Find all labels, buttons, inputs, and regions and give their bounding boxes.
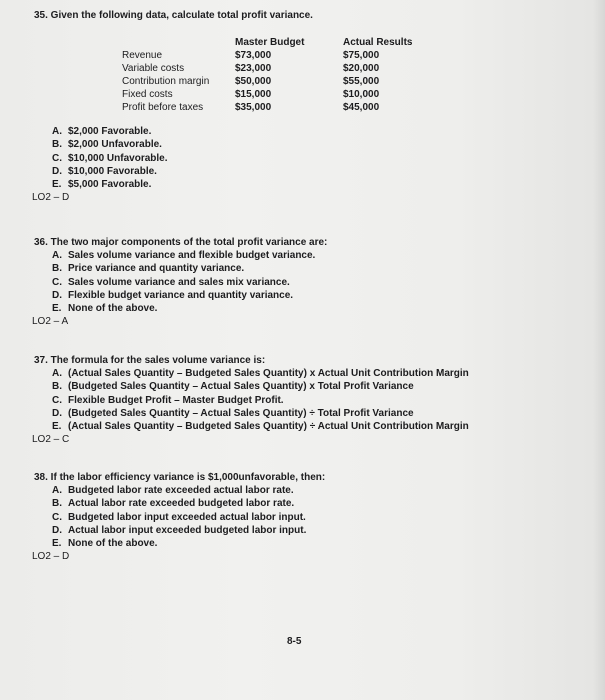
budget-table	[122, 36, 433, 114]
table-header-blank	[122, 36, 235, 49]
option-text: (Budgeted Sales Quantity – Actual Sales Quantity) ÷ Total Profit Variance	[68, 407, 414, 419]
table-row	[122, 88, 433, 101]
option-38-c	[52, 511, 325, 524]
learning-objective-36: LO2 – A	[32, 316, 69, 328]
question-37	[34, 355, 469, 447]
option-35-a	[52, 125, 168, 138]
option-text: Sales volume variance and flexible budget variance.	[68, 250, 316, 261]
page-number: 8-5	[287, 636, 302, 647]
option-letter: B.	[52, 498, 62, 510]
option-letter: A.	[52, 250, 62, 261]
option-letter: B.	[52, 381, 62, 393]
option-38-b	[52, 497, 325, 510]
option-text: (Budgeted Sales Quantity – Actual Sales Quantity) x Total Profit Variance	[68, 381, 414, 393]
option-text: Price variance and quantity variance.	[68, 263, 245, 275]
row-master-contribution-margin: $50,000	[235, 76, 272, 87]
option-text: $10,000 Unfavorable.	[68, 152, 168, 164]
row-label-variable-costs: Variable costs	[122, 63, 185, 74]
option-37-a	[52, 367, 469, 380]
table-row	[122, 101, 433, 114]
option-text: Actual labor input exceeded budgeted labor input.	[68, 524, 307, 536]
question-37-stem: 37. The formula for the sales volume variance is:	[34, 355, 266, 366]
question-36-stem: 36. The two major components of the total profit variance are:	[34, 237, 328, 248]
option-37-b	[52, 380, 469, 393]
question-38	[34, 472, 325, 564]
option-letter: B.	[52, 263, 62, 275]
row-actual-revenue: $75,000	[343, 50, 380, 61]
option-letter: C.	[52, 276, 62, 288]
question-38-stem: 38. If the labor efficiency variance is $1,000unfavorable, then:	[34, 472, 326, 483]
option-37-e	[52, 420, 469, 433]
option-36-e	[52, 302, 327, 315]
option-37-c	[52, 394, 469, 407]
option-text: $2,000 Favorable.	[68, 126, 152, 137]
question-36	[34, 237, 327, 329]
option-letter: A.	[52, 126, 62, 137]
option-letter: D.	[52, 289, 62, 301]
option-37-d	[52, 407, 469, 420]
option-letter: D.	[52, 524, 62, 536]
option-text: Budgeted labor rate exceeded actual labor rate.	[68, 485, 294, 496]
table-header-row	[122, 36, 433, 49]
option-text: (Actual Sales Quantity – Budgeted Sales Quantity) x Actual Unit Contribution Margin	[68, 368, 469, 379]
question-35-stem: 35. Given the following data, calculate total profit variance.	[34, 10, 313, 21]
table-row	[122, 49, 433, 62]
row-master-revenue: $73,000	[235, 50, 272, 61]
option-letter: C.	[52, 511, 62, 523]
option-36-a	[52, 249, 327, 262]
option-letter: C.	[52, 394, 62, 406]
option-36-d	[52, 289, 327, 302]
option-text: Flexible Budget Profit – Master Budget Profit.	[68, 394, 284, 406]
option-text: Flexible budget variance and quantity variance.	[68, 289, 294, 301]
option-letter: D.	[52, 165, 62, 177]
option-36-b	[52, 262, 327, 275]
row-label-profit-before-taxes: Profit before taxes	[122, 102, 204, 113]
row-actual-profit-before-taxes: $45,000	[343, 102, 380, 113]
option-text: Budgeted labor input exceeded actual labor input.	[68, 511, 306, 523]
table-header-master-budget: Master Budget	[235, 37, 305, 48]
learning-objective-35: LO2 – D	[32, 192, 70, 204]
option-35-d	[52, 165, 168, 178]
option-letter: E.	[52, 538, 62, 550]
option-letter: D.	[52, 407, 62, 419]
option-letter: E.	[52, 421, 62, 433]
option-letter: C.	[52, 152, 62, 164]
question-35	[34, 10, 313, 22]
option-text: $5,000 Favorable.	[68, 179, 152, 191]
question-35-options	[34, 125, 168, 205]
option-letter: E.	[52, 179, 62, 191]
option-letter: B.	[52, 139, 62, 151]
row-label-fixed-costs: Fixed costs	[122, 89, 173, 100]
option-36-c	[52, 276, 327, 289]
option-letter: A.	[52, 485, 62, 496]
option-text: $2,000 Unfavorable.	[68, 139, 162, 151]
option-text: Actual labor rate exceeded budgeted labor rate.	[68, 498, 295, 510]
row-actual-variable-costs: $20,000	[343, 63, 380, 74]
option-letter: E.	[52, 303, 62, 315]
option-letter: A.	[52, 368, 62, 379]
learning-objective-38: LO2 – D	[32, 551, 70, 563]
option-38-d	[52, 524, 325, 537]
table-row	[122, 75, 433, 88]
row-label-contribution-margin: Contribution margin	[122, 76, 210, 87]
table-row	[122, 62, 433, 75]
row-label-revenue: Revenue	[122, 50, 163, 61]
option-text: None of the above.	[68, 303, 158, 315]
option-35-b	[52, 138, 168, 151]
option-38-a	[52, 484, 325, 497]
row-master-fixed-costs: $15,000	[235, 89, 272, 100]
row-actual-contribution-margin: $55,000	[343, 76, 380, 87]
learning-objective-37: LO2 – C	[32, 434, 70, 446]
option-text: None of the above.	[68, 538, 158, 550]
row-master-variable-costs: $23,000	[235, 63, 272, 74]
row-actual-fixed-costs: $10,000	[343, 89, 380, 100]
option-text: Sales volume variance and sales mix variance.	[68, 276, 290, 288]
option-35-e	[52, 178, 168, 191]
option-text: $10,000 Favorable.	[68, 165, 157, 177]
option-38-e	[52, 537, 325, 550]
option-text: (Actual Sales Quantity – Budgeted Sales Quantity) ÷ Actual Unit Contribution Margin	[68, 421, 469, 433]
row-master-profit-before-taxes: $35,000	[235, 102, 272, 113]
page-edge-shadow	[593, 0, 605, 700]
table-header-actual-results: Actual Results	[343, 37, 413, 48]
option-35-c	[52, 152, 168, 165]
